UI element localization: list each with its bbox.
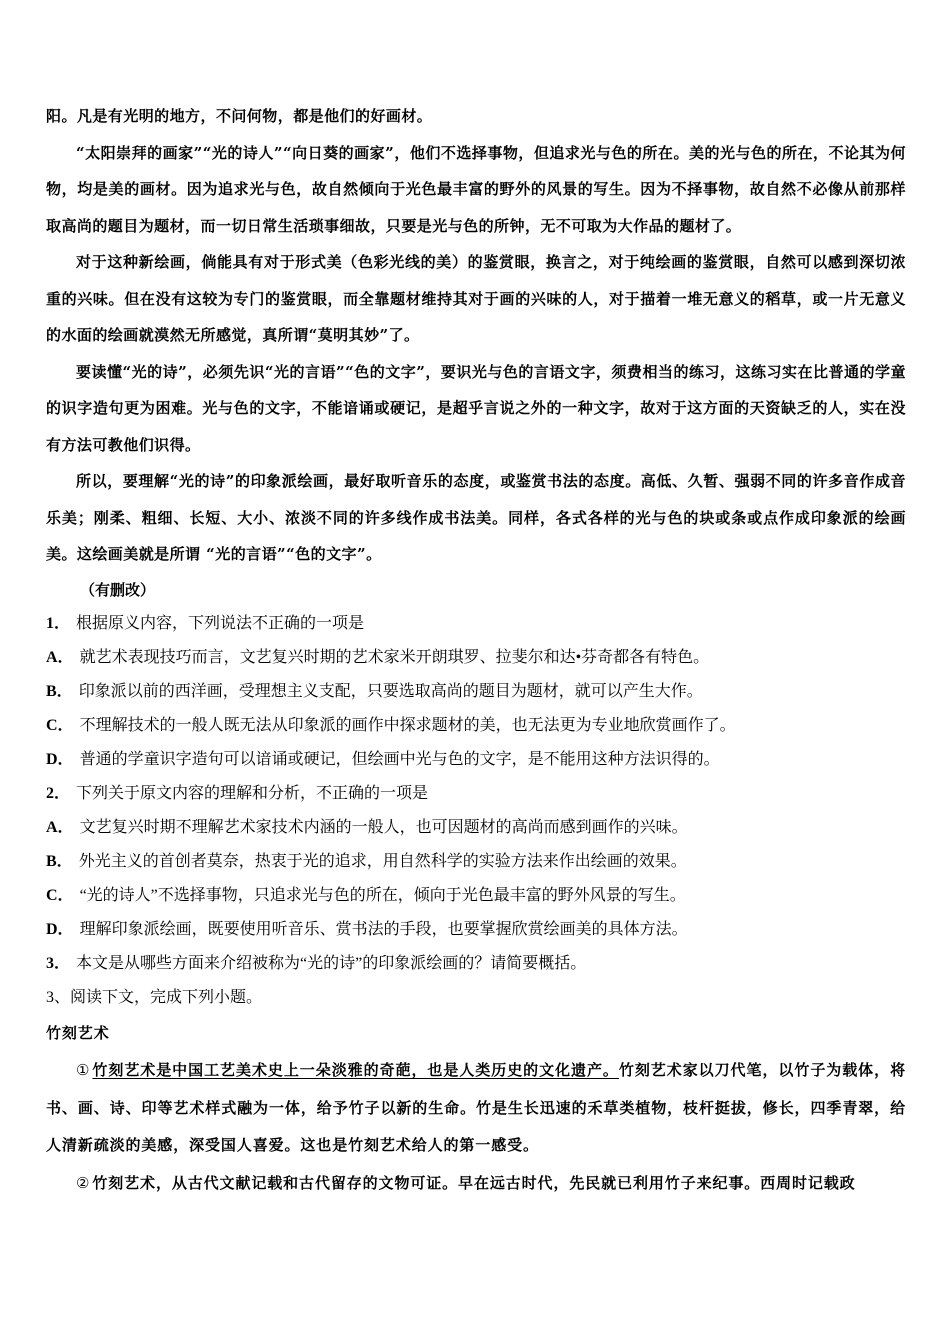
passage-paragraph-2: 对于这种新绘画，倘能具有对于形式美（色彩光线的美）的鉴赏眼，换言之，对于纯绘画的鉴赏眼，自然可以感到深切浓重的兴味。但在没有这较为专门的鉴赏眼，而全靠题材维持其对于画的兴味的人，对于描着一堆无意义的稻草，或一片无意义的水面的绘画就漠然无所感觉，真所谓“莫明其妙”了。 xyxy=(46,253,906,344)
option-letter: B． xyxy=(46,852,73,870)
option-letter: C． xyxy=(46,716,74,734)
question-1 xyxy=(46,607,906,641)
bamboo-paragraph-1 xyxy=(46,1052,906,1165)
option-2a xyxy=(46,811,906,845)
passage-paragraph-1: “太阳崇拜的画家”“光的诗人”“向日葵的画家”，他们不选择事物，但追求光与色的所在。美的光与色的所在，不论其为何物，均是美的画材。因为追求光与色，故自然倾向于光色最丰富的野外的风景的写生。因为不择事物，故自然不必像从前那样取高尚的题目为题材，而一切日常生活琐事细故，只要是光与色的所钟，无不可取为大作品的题材了。 xyxy=(46,143,906,235)
option-text: 文艺复兴时期不理解艺术家技术内涵的一般人，也可因题材的高尚而感到画作的兴味。 xyxy=(79,818,688,836)
option-letter: A． xyxy=(46,818,74,836)
question-text: 根据原义内容，下列说法不正确的一项是 xyxy=(76,614,365,632)
option-text: 理解印象派绘画，既要使用听音乐、赏书法的手段，也要掌握欣赏绘画美的具体方法。 xyxy=(79,920,688,938)
paragraph-text: 竹刻艺术家以刀代笔，以竹子为载体，将书、画、诗、印等艺术样式融为一体，给予竹子以新的生命。竹是生长迅速的禾草类植物，枝杆挺拔，修长，四季青翠，给人清新疏淡的美感，深受国人喜爱。这也是竹刻艺术给人的第一感受。 xyxy=(46,1061,906,1154)
passage-paragraph-4: 所以，要理解“光的诗”的印象派绘画，最好取听音乐的态度，或鉴赏书法的态度。高低、久暂、强弱不同的许多音作成音乐美；刚柔、粗细、长短、大小、浓淡不同的许多线作成书法美。同样，各式各样的光与色的块或条或点作成印象派的绘画美。这绘画美就是所谓 “光的言语”“色的文字”。 xyxy=(46,472,906,563)
paragraph-number: ② xyxy=(76,1173,91,1192)
paragraph-text: 竹刻艺术，从古代文献记载和古代留存的文物可证。早在远古时代，先民就已利用竹子来纪事。西周时记载政 xyxy=(92,1173,856,1192)
passage-paragraph-3: 要读懂“光的诗”，必须先识“光的言语”“色的文字”，要识光与色的言语文字，须费相当的练习，这练习实在比普通的学童的识字造句更为困难。光与色的文字，不能谙诵或硬记，是超乎言说之外的一种文字，故对于这方面的天资缺乏的人，实在没有方法可教他们识得。 xyxy=(46,362,906,454)
option-text: 普通的学童识字造句可以谙诵或硬记，但绘画中光与色的文字，是不能用这种方法识得的。 xyxy=(79,750,720,768)
question-text: 本文是从哪些方面来介绍被称为“光的诗”的印象派绘画的？请简要概括。 xyxy=(76,954,587,972)
option-letter: D． xyxy=(46,920,74,938)
option-letter: B． xyxy=(46,682,73,700)
option-2d xyxy=(46,913,906,947)
question-text: 下列关于原文内容的理解和分析，不正确的一项是 xyxy=(76,784,429,802)
option-text: 外光主义的首创者莫奈，热衷于光的追求，用自然科学的实验方法来作出绘画的效果。 xyxy=(78,852,687,870)
option-text: 印象派以前的西洋画，受理想主义支配，只要选取高尚的题目为题材，就可以产生大作。 xyxy=(78,682,703,700)
instruction-text: 阅读下文，完成下列小题。 xyxy=(70,988,263,1006)
reading-passage xyxy=(46,98,906,573)
option-letter: C． xyxy=(46,886,74,904)
paragraph-number: ① xyxy=(76,1061,91,1079)
option-text: 就艺术表现技巧而言，文艺复兴时期的艺术家米开朗琪罗、拉斐尔和达•芬奇都各有特色。 xyxy=(79,648,710,666)
option-letter: A． xyxy=(46,648,74,666)
passage-paragraph-0: 阳。凡是有光明的地方，不问何物，都是他们的好画材。 xyxy=(46,107,433,125)
option-1b xyxy=(46,675,906,709)
document-page xyxy=(46,98,906,1202)
question-list xyxy=(46,607,906,1015)
option-letter: D． xyxy=(46,750,74,768)
underlined-sentence: 竹刻艺术是中国工艺美术史上一朵淡雅的奇葩，也是人类历史的文化遗产。 xyxy=(92,1061,619,1079)
question-number: 3． xyxy=(46,954,71,972)
option-2c xyxy=(46,879,906,913)
option-1d xyxy=(46,743,906,777)
question-3 xyxy=(46,947,906,981)
option-1a xyxy=(46,641,906,675)
source-note: （有删改） xyxy=(80,580,156,599)
option-text: “光的诗人”不选择事物，只追求光与色的所在，倾向于光色最丰富的野外风景的写生。 xyxy=(79,886,686,904)
bamboo-paragraph-2 xyxy=(46,1165,906,1203)
option-1c xyxy=(46,709,906,743)
option-text: 不理解技术的一般人既无法从印象派的画作中探求题材的美，也无法更为专业地欣赏画作了。 xyxy=(79,716,736,734)
option-2b xyxy=(46,845,906,879)
section-number: 3、 xyxy=(46,988,71,1006)
question-number: 2． xyxy=(46,784,71,802)
bamboo-passage xyxy=(46,1015,906,1203)
section-3-instruction xyxy=(46,981,906,1015)
question-number: 1． xyxy=(46,614,71,632)
question-2 xyxy=(46,777,906,811)
passage-title: 竹刻艺术 xyxy=(46,1023,110,1042)
